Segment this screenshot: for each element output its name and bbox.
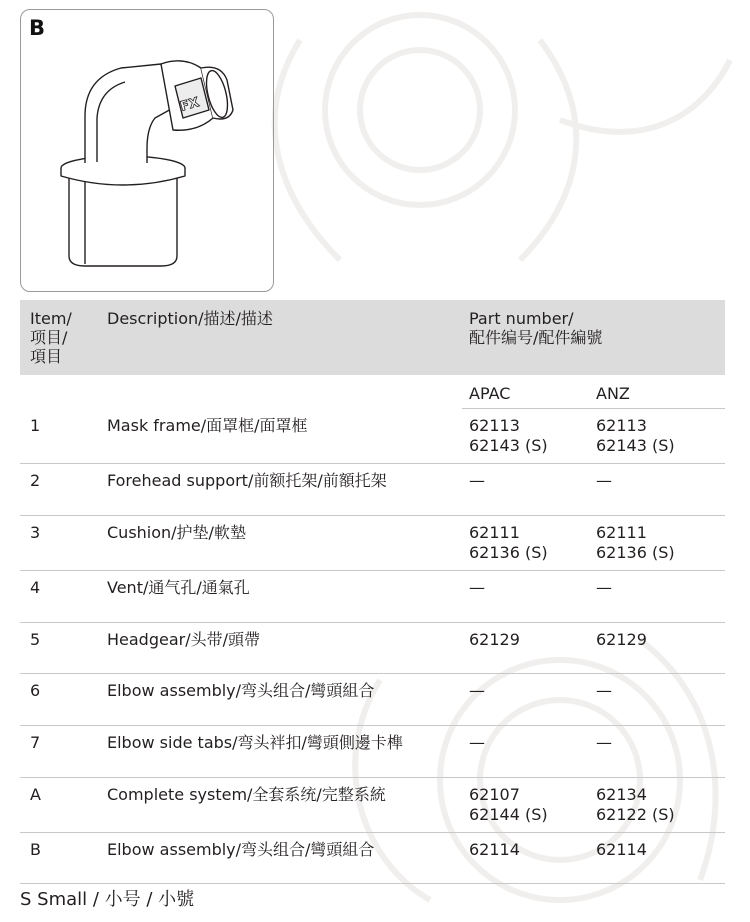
description-cell: Elbow assembly/弯头组合/彎頭組合 [107,681,375,700]
fx-logo-text: FX [178,95,201,115]
part-number: 62113 [596,416,647,435]
part-number: 62111 [469,523,520,542]
header-item-line: Item/ [30,309,72,328]
region-anz: ANZ [596,384,630,403]
header-part-number [469,309,602,347]
item-cell: 2 [30,471,41,490]
footnote-part: / [140,889,159,910]
table-row [20,833,725,884]
part-number: 62114 [596,840,647,859]
part-number: 62107 [469,785,520,804]
part-number: 62114 [469,840,520,859]
part-number: — [596,681,612,700]
part-number: 62129 [596,630,647,649]
item-cell: A [30,785,41,804]
part-number: — [469,733,485,752]
parts-table [20,300,725,884]
table-row [20,674,725,726]
apac-part-cell [469,523,548,563]
part-number: — [596,578,612,597]
table-row [20,778,725,833]
footnote-part: S Small / [20,889,105,910]
header-item-line: 项目/ [30,328,68,347]
description-cell: Cushion/护垫/軟墊 [107,523,246,542]
part-number: — [469,578,485,597]
figure-panel [20,9,274,292]
region-subheader [20,375,725,409]
description-cell: Forehead support/前额托架/前額托架 [107,471,387,490]
item-cell: 4 [30,578,41,597]
description-cell: Vent/通气孔/通氣孔 [107,578,250,597]
description-cell: Elbow assembly/弯头组合/彎頭組合 [107,840,375,859]
anz-part-cell [596,733,612,753]
part-number: — [469,471,485,490]
apac-part-cell [469,578,485,598]
item-cell: B [30,840,41,859]
size-footnote [20,885,194,911]
item-cell: 1 [30,416,41,435]
apac-part-cell [469,416,548,456]
part-number: 62144 (S) [469,805,548,824]
part-number: — [596,471,612,490]
apac-part-cell [469,471,485,491]
table-row [20,516,725,571]
description-cell: Complete system/全套系统/完整系統 [107,785,386,804]
footnote-part: 小号 [104,889,141,910]
table-row [20,726,725,778]
part-number: 62134 [596,785,647,804]
apac-part-cell [469,681,485,701]
apac-part-cell [469,630,520,650]
header-description: Description/描述/描述 [107,309,273,328]
apac-part-cell [469,785,548,825]
header-item-line: 項目 [30,347,63,366]
part-number: 62129 [469,630,520,649]
item-cell: 7 [30,733,41,752]
anz-part-cell [596,785,675,825]
anz-part-cell [596,471,612,491]
table-row [20,464,725,516]
table-row [20,623,725,674]
part-number: 62136 (S) [596,543,675,562]
description-cell: Headgear/头带/頭帶 [107,630,261,649]
part-number: — [469,681,485,700]
table-header [20,300,725,375]
description-cell: Elbow side tabs/弯头袢扣/彎頭側邊卡榫 [107,733,403,752]
part-number: — [596,733,612,752]
figure-letter: B [29,16,46,40]
anz-part-cell [596,578,612,598]
item-cell: 5 [30,630,41,649]
header-part-line: 配件编号/配件編號 [469,328,603,347]
anz-part-cell [596,840,647,860]
part-number: 62143 (S) [469,436,548,455]
item-cell: 3 [30,523,41,542]
anz-part-cell [596,416,675,456]
elbow-assembly-illustration [51,38,251,278]
part-number: 62136 (S) [469,543,548,562]
header-item [30,309,72,366]
description-cell: Mask frame/面罩框/面罩框 [107,416,308,435]
header-part-line: Part number/ [469,309,574,328]
part-number: 62113 [469,416,520,435]
region-apac: APAC [469,384,511,403]
apac-part-cell [469,733,485,753]
table-body [20,409,725,884]
table-row [20,409,725,464]
part-number: 62122 (S) [596,805,675,824]
anz-part-cell [596,630,647,650]
apac-part-cell [469,840,520,860]
part-number: 62111 [596,523,647,542]
anz-part-cell [596,681,612,701]
table-row [20,571,725,623]
item-cell: 6 [30,681,41,700]
anz-part-cell [596,523,675,563]
footnote-part: 小號 [158,889,195,910]
part-number: 62143 (S) [596,436,675,455]
